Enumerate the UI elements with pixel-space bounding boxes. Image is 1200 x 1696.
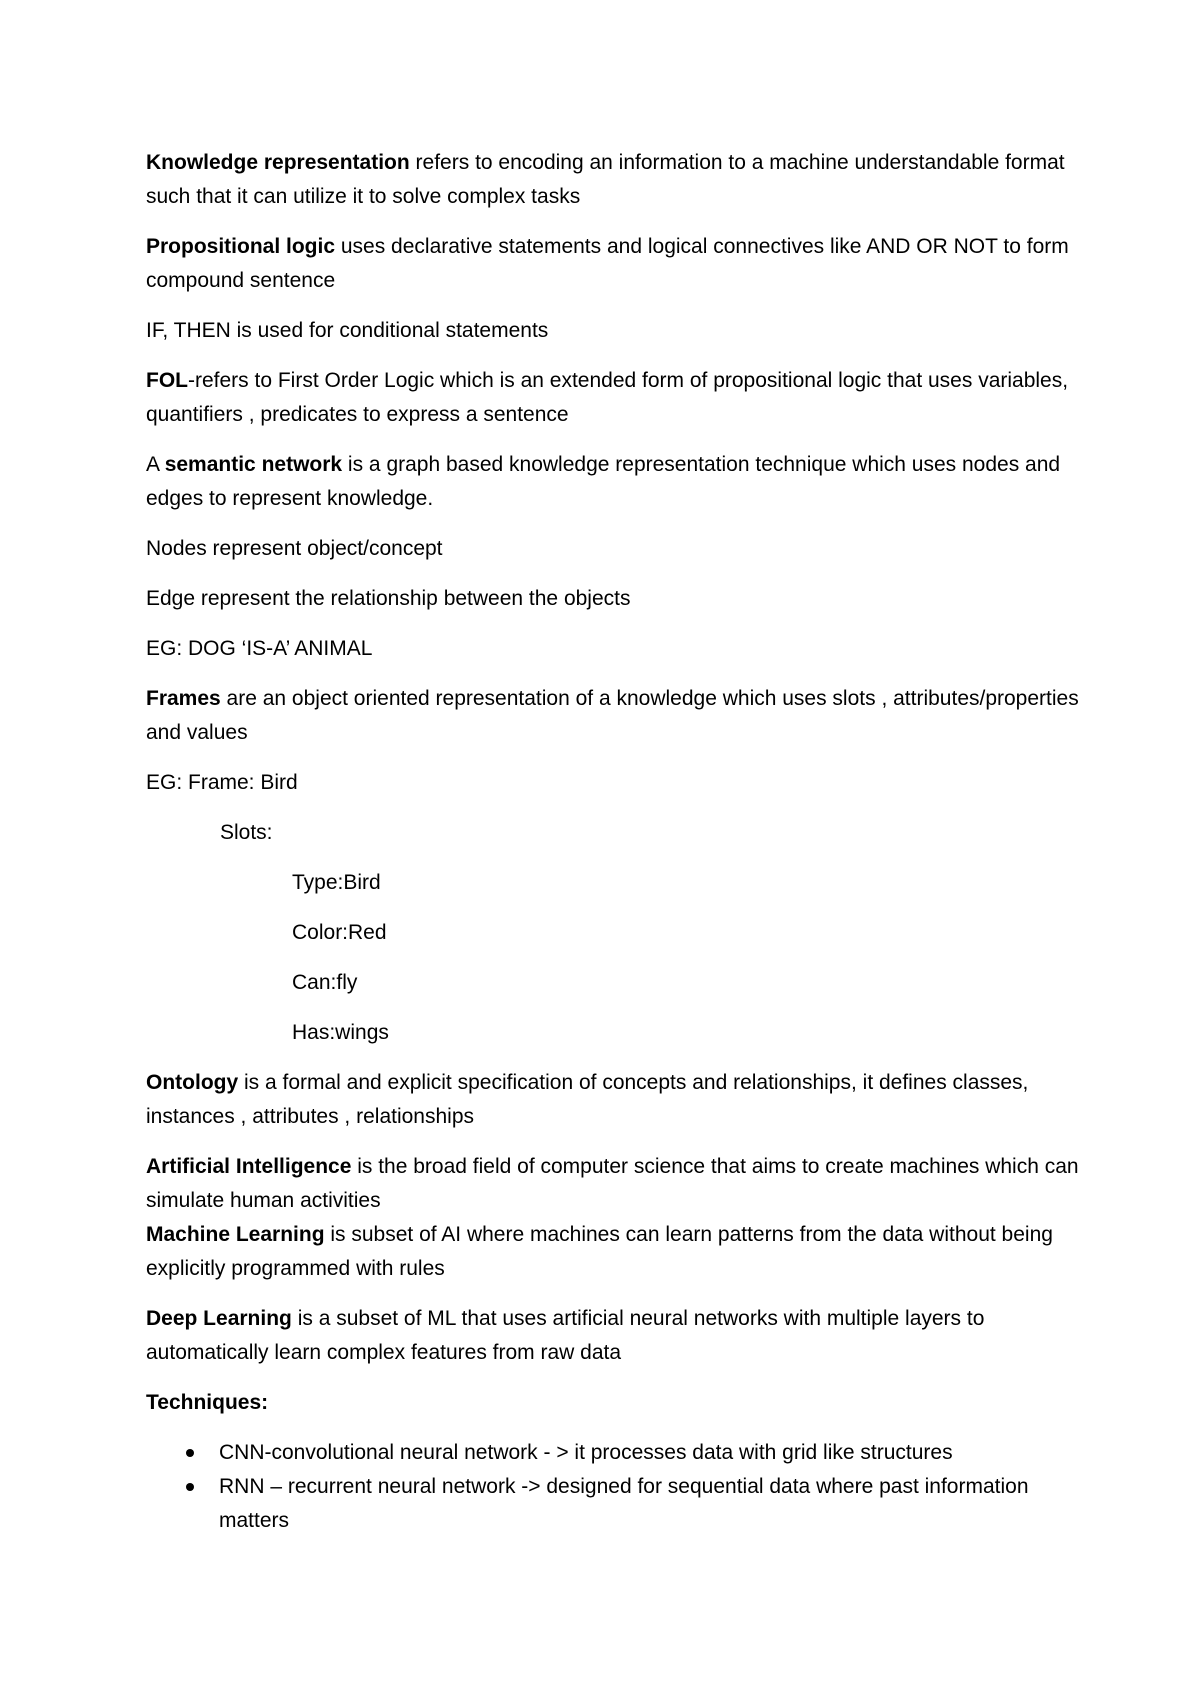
term-propositional-logic: Propositional logic — [146, 235, 336, 258]
paragraph-if-then: IF, THEN is used for conditional statements — [146, 319, 549, 342]
term-frames: Frames — [146, 687, 221, 710]
list-item — [146, 1470, 1080, 1538]
slot-item: Type:Bird — [292, 871, 381, 894]
list-item-text: CNN-convolutional neural network - > it processes data with grid like structures — [219, 1441, 953, 1464]
slot-item: Has:wings — [292, 1021, 389, 1044]
definition-text: is a subset of ML that uses artificial neural networks with multiple layers to automatically learn complex features from raw data — [146, 1307, 985, 1364]
paragraph-artificial-intelligence — [146, 1150, 1080, 1218]
paragraph-example-dog: EG: DOG ‘IS-A’ ANIMAL — [146, 637, 373, 660]
term-machine-learning: Machine Learning — [146, 1223, 325, 1246]
paragraph-nodes: Nodes represent object/concept — [146, 537, 443, 560]
paragraph-deep-learning — [146, 1302, 1080, 1370]
definition-text: is the broad field of computer science that aims to create machines which can simulate human activities — [146, 1155, 1079, 1212]
slot-item: Color:Red — [292, 921, 387, 944]
definition-text: is subset of AI where machines can learn patterns from the data without being explicitly programmed with rules — [146, 1223, 1053, 1280]
term-deep-learning: Deep Learning — [146, 1307, 292, 1330]
slot-item: Can:fly — [292, 971, 358, 994]
paragraph-propositional-logic — [146, 230, 1080, 298]
list-item — [146, 1436, 1080, 1470]
bullet-icon — [186, 1449, 194, 1457]
paragraph-edge: Edge represent the relationship between the objects — [146, 587, 631, 610]
prefix-text: A — [146, 453, 165, 476]
techniques-list — [146, 1436, 1080, 1538]
definition-text: is a formal and explicit specification of concepts and relationships, it defines classes, instances , attributes , relationships — [146, 1071, 1029, 1128]
list-item-text: RNN – recurrent neural network -> designed for sequential data where past information matters — [219, 1475, 1029, 1532]
paragraph-frames — [146, 682, 1080, 750]
paragraph-fol — [146, 364, 1080, 432]
definition-text: -refers to First Order Logic which is an extended form of propositional logic that uses variables, quantifiers , predicates to express a sentence — [146, 369, 1069, 426]
slots-label: Slots: — [220, 821, 273, 844]
paragraph-example-frame: EG: Frame: Bird — [146, 771, 298, 794]
paragraph-knowledge-representation — [146, 146, 1080, 214]
term-fol: FOL — [146, 369, 188, 392]
term-ontology: Ontology — [146, 1071, 239, 1094]
term-semantic-network: semantic network — [164, 453, 343, 476]
term-knowledge-representation: Knowledge representation — [146, 151, 410, 174]
bullet-icon — [186, 1483, 194, 1491]
definition-text: is a graph based knowledge representation technique which uses nodes and edges to represent knowledge. — [146, 453, 1061, 510]
definition-text: refers to encoding an information to a machine understandable format such that it can utilize it to solve complex tasks — [146, 151, 1065, 208]
definition-text: are an object oriented representation of a knowledge which uses slots , attributes/properties and values — [146, 687, 1079, 744]
paragraph-semantic-network — [146, 448, 1080, 516]
techniques-heading: Techniques: — [146, 1391, 269, 1414]
term-artificial-intelligence: Artificial Intelligence — [146, 1155, 352, 1178]
definition-text: uses declarative statements and logical connectives like AND OR NOT to form compound sentence — [146, 235, 1069, 292]
paragraph-ontology — [146, 1066, 1080, 1134]
paragraph-machine-learning — [146, 1218, 1080, 1286]
